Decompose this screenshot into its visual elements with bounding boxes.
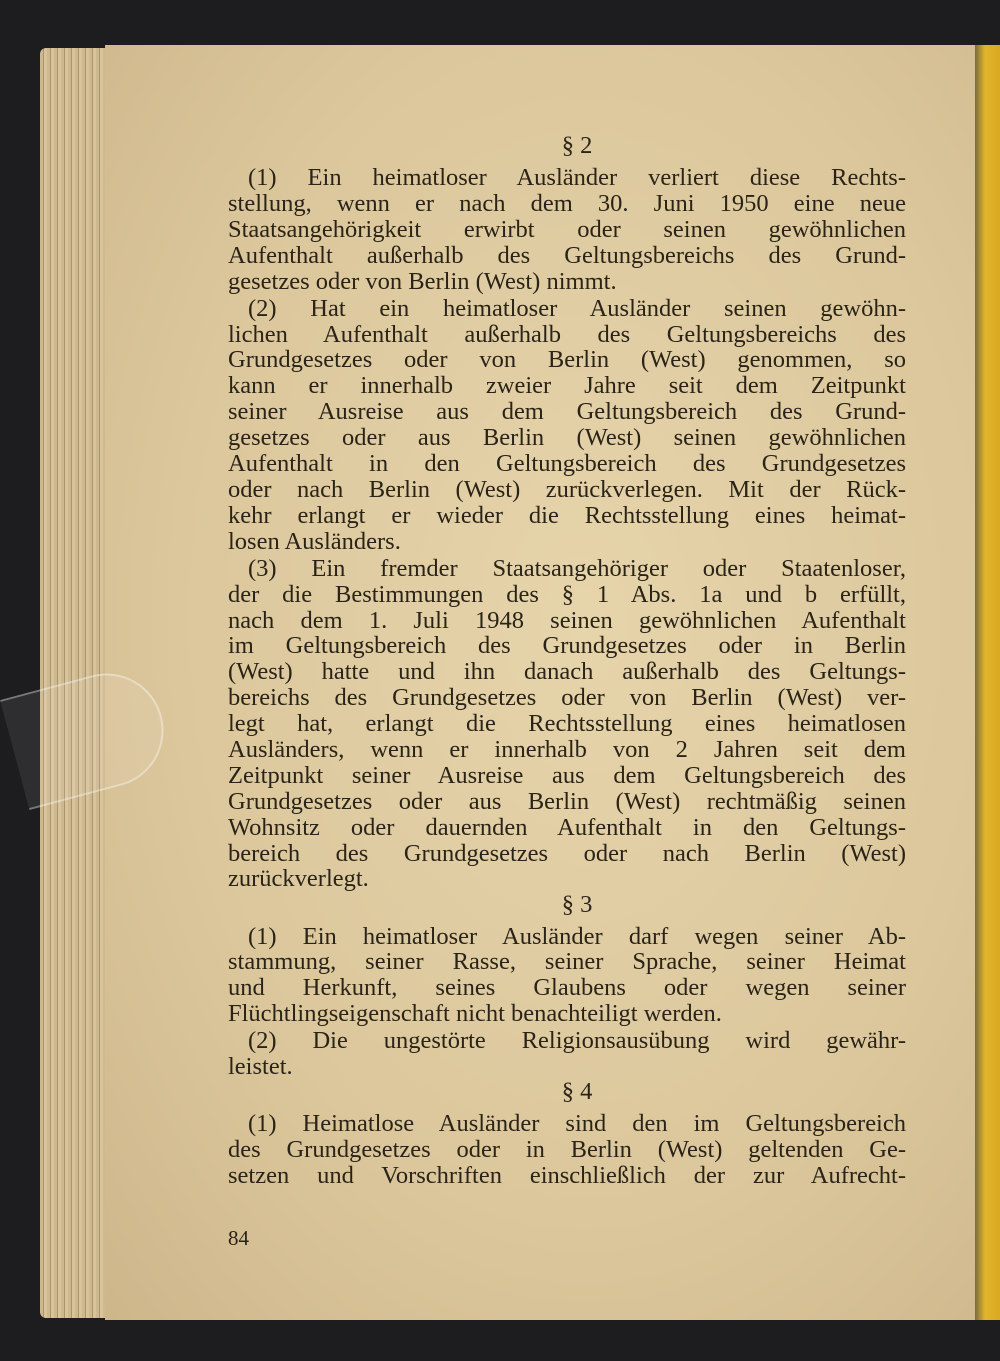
text-line: Aufenthalt in den Geltungsbereich des Grundgesetzes (228, 449, 906, 477)
text-line: oder nach Berlin (West) zurückverlegen. Mit der Rück- (228, 475, 906, 503)
text-line: stammung, seiner Rasse, seiner Sprache, seiner Heimat (228, 948, 906, 976)
text-line: kehr erlangt er wieder die Rechtsstellung eines heimat- (228, 501, 906, 529)
text-line: (West) hatte und ihn danach außerhalb des Geltungs- (228, 658, 906, 686)
section-heading: § 2 (561, 132, 593, 159)
text-line: (3) Ein fremder Staatsangehöriger oder Staatenloser, (248, 554, 906, 582)
paragraph (228, 556, 906, 893)
text-line: im Geltungsbereich des Grundgesetzes oder in Berlin (228, 632, 906, 660)
text-line: Flüchtlingseigenschaft nicht benachteiligt werden. (228, 1000, 722, 1028)
paragraph (228, 1111, 906, 1189)
text-line: (1) Ein heimatloser Ausländer verliert diese Rechts- (248, 164, 906, 191)
section-heading: § 3 (561, 890, 593, 918)
paragraph (228, 1028, 906, 1080)
text-line: Wohnsitz oder dauernden Aufenthalt in den Geltungs- (228, 813, 906, 841)
text-line: losen Ausländers. (228, 527, 401, 555)
text-line: Ausländers, wenn er innerhalb von 2 Jahren seit dem (228, 735, 906, 763)
section-heading: § 4 (561, 1078, 593, 1106)
text-line: bereichs des Grundgesetzes oder von Berlin (West) ver- (228, 684, 906, 712)
text-line: nach dem 1. Juli 1948 seinen gewöhnlichen Aufenthalt (228, 606, 906, 634)
text-line: Zeitpunkt seiner Ausreise aus dem Geltungsbereich des (228, 761, 906, 789)
text-line: (2) Hat ein heimatloser Ausländer seinen gewöhn- (248, 294, 906, 322)
text-line: setzen und Vorschriften einschließlich der zur Aufrecht- (228, 1162, 906, 1189)
text-line: und Herkunft, seines Glaubens oder wegen seiner (228, 974, 906, 1002)
page-number: 84 (228, 1226, 249, 1250)
text-line: lichen Aufenthalt außerhalb des Geltungsbereichs des (228, 320, 906, 348)
text-line: (1) Ein heimatloser Ausländer darf wegen seiner Ab- (248, 922, 906, 950)
paragraph (228, 165, 906, 294)
text-line: des Grundgesetzes oder in Berlin (West) geltenden Ge- (228, 1136, 906, 1164)
paragraph (228, 296, 906, 555)
facing-page-edge (975, 45, 1000, 1320)
section (228, 892, 906, 1081)
text-line: Staatsangehörigkeit erwirbt oder seinen gewöhnlichen (228, 215, 906, 243)
text-line: (2) Die ungestörte Religionsausübung wird gewähr- (248, 1027, 906, 1055)
text-line: legt hat, erlangt die Rechtsstellung eines heimatlosen (228, 710, 906, 738)
text-line: Aufenthalt außerhalb des Geltungsbereichs des Grund- (228, 241, 906, 269)
text-line: zurückverlegt. (228, 865, 369, 893)
section (228, 1079, 906, 1189)
paragraph (228, 924, 906, 1028)
text-line: leistet. (228, 1053, 293, 1081)
section (228, 133, 906, 892)
text-line: der die Bestimmungen des § 1 Abs. 1a und b erfüllt, (228, 580, 906, 608)
text-line: seiner Ausreise aus dem Geltungsbereich des Grund- (228, 398, 906, 426)
text-line: gesetzes oder aus Berlin (West) seinen gewöhnlichen (228, 424, 906, 452)
text-line: (1) Heimatlose Ausländer sind den im Geltungsbereich (248, 1110, 906, 1138)
text-line: bereich des Grundgesetzes oder nach Berlin (West) (228, 839, 906, 867)
text-line: stellung, wenn er nach dem 30. Juni 1950 eine neue (228, 189, 906, 217)
text-line: Grundgesetzes oder aus Berlin (West) rechtmäßig seinen (228, 787, 906, 815)
text-line: gesetzes oder von Berlin (West) nimmt. (228, 267, 617, 295)
text-line: kann er innerhalb zweier Jahre seit dem Zeitpunkt (228, 372, 906, 400)
page-body (228, 133, 906, 1188)
text-line: Grundgesetzes oder von Berlin (West) genommen, so (228, 346, 906, 374)
